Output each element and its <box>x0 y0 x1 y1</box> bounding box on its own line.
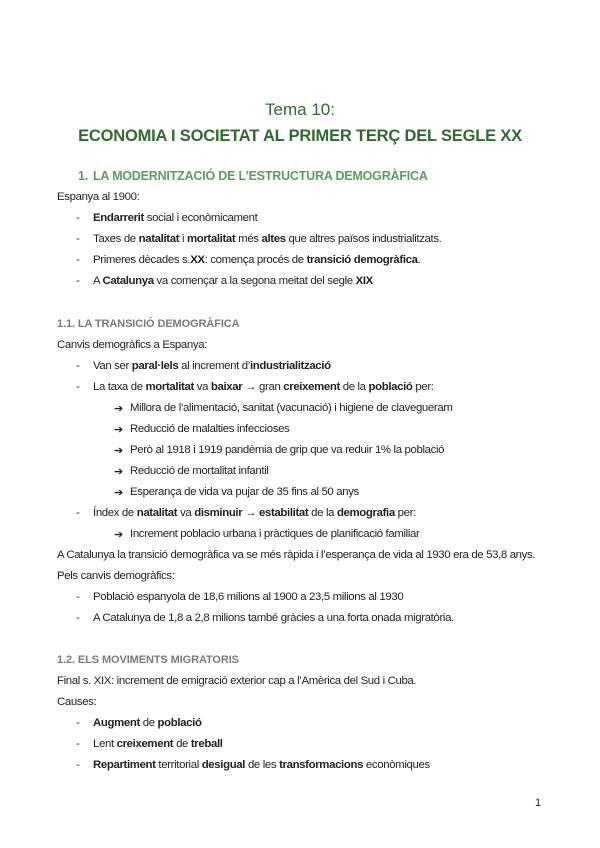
bullet-dash: - <box>76 591 80 603</box>
bullet-dash: - <box>76 759 80 771</box>
subsection-heading: 1.2. ELS MOVIMENTS MIGRATORIS <box>57 654 239 666</box>
arrow-bullet-icon: ➔ <box>114 466 124 478</box>
sub-list-item: Però al 1918 i 1919 pandèmia de grip que va reduir 1% la població <box>130 444 445 456</box>
arrow-bullet-icon: ➔ <box>114 445 124 457</box>
sub-list-item: Increment poblacio urbana i pràctiques de planificació familiar <box>130 528 420 540</box>
arrow-bullet-icon: ➔ <box>114 403 124 415</box>
sub-list-item: Esperança de vida va pujar de 35 fins al 50 anys <box>130 486 359 498</box>
bullet-dash: - <box>76 612 80 624</box>
paragraph: Pels canvis demogràfics: <box>57 570 175 582</box>
sub-list-item: Reducció de mortalitat infantil <box>130 465 269 477</box>
list-item: A Catalunya va començar a la segona meitat del segle XIX <box>93 275 373 287</box>
bullet-dash: - <box>76 275 80 287</box>
paragraph: Causes: <box>57 696 97 708</box>
list-item: A Catalunya de 1,8 a 2,8 milions també gràcies a una forta onada migratòria. <box>93 612 454 624</box>
list-item: Repartiment territorial desigual de les transformacions econòmiques <box>93 759 430 771</box>
sub-list-item: Reducció de malalties infeccioses <box>130 423 290 435</box>
bullet-dash: - <box>76 507 80 519</box>
section-number: 1. <box>78 169 89 183</box>
list-item: Població espanyola de 18,6 milions al 1900 a 23,5 milions al 1930 <box>93 591 404 603</box>
bullet-dash: - <box>76 233 80 245</box>
bullet-dash: - <box>76 360 80 372</box>
arrow-bullet-icon: ➔ <box>114 529 124 541</box>
list-item: Primeres dècades s.XX: comença procés de transició demogràfica. <box>93 254 421 266</box>
bullet-dash: - <box>76 738 80 750</box>
list-item: Augment de població <box>93 717 202 729</box>
paragraph: Final s. XIX: increment de emigració exterior cap a l’Amèrica del Sud i Cuba. <box>57 675 417 687</box>
list-item: Taxes de natalitat i mortalitat més altes que altres països industrialitzats. <box>93 233 442 245</box>
arrow-bullet-icon: ➔ <box>114 487 124 499</box>
section-intro: Espanya al 1900: <box>57 191 140 203</box>
section-heading: LA MODERNITZACIÓ DE L’ESTRUCTURA DEMOGRÀFICA <box>93 169 428 183</box>
list-item: Lent creixement de treball <box>93 738 223 750</box>
bullet-dash: - <box>76 717 80 729</box>
topic-title: Tema 10: <box>265 100 335 119</box>
arrow-bullet-icon: ➔ <box>114 424 124 436</box>
list-item: La taxa de mortalitat va baixar → gran creixement de la població per: <box>93 381 434 393</box>
subsection-heading: 1.1. LA TRANSICIÓ DEMOGRÀFICA <box>57 318 240 330</box>
page-title: ECONOMIA I SOCIETAT AL PRIMER TERÇ DEL SEGLE XX <box>78 127 522 145</box>
subsection-intro: Canvis demogràfics a Espanya: <box>57 339 208 351</box>
page-number: 1 <box>535 797 542 809</box>
bullet-dash: - <box>76 381 80 393</box>
list-item: Índex de natalitat va disminuir → estabilitat de la demografia per: <box>93 507 416 519</box>
sub-list-item: Millora de l’alimentació, sanitat (vacunació) i higiene de clavegueram <box>130 402 453 414</box>
paragraph: A Catalunya la transició demogràfica va se més ràpida i l’esperança de vida al 1930 era de 53,8 anys. <box>57 549 536 561</box>
list-item: Van ser paral·lels al increment d’industrialització <box>93 360 331 372</box>
bullet-dash: - <box>76 254 80 266</box>
list-item: Endarrerit social i econòmicament <box>93 212 258 224</box>
bullet-dash: - <box>76 212 80 224</box>
